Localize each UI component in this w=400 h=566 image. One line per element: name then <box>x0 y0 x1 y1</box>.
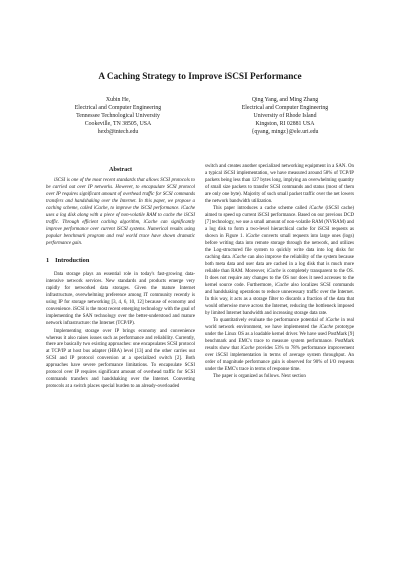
abstract-text: iSCSI is one of the most recent standards that allows SCSI protocols to be carried out over IP networks. However, to encapsulate SCSI protocol over IP requires significant amount of overhead traffic for SCSI commands transfers and handshaking over the Internet. In this paper, we propose a caching scheme, called iCache, to improve the iSCSI performance. iCache uses a log disk along with a piece of non-volatile RAM to cache the iSCSI traffic. Through efficient caching algorithm, iCache can significantly improve performance over current iSCSI systems. Numerical results using popular benchmark program and real world trace have shown dramatic performance gain. <box>46 177 195 246</box>
author-block-2 <box>210 96 360 136</box>
author-email: {qyang, mingz}@ele.uri.edu <box>251 129 319 136</box>
author-name: Qing Yang, and Ming Zhang <box>251 97 319 103</box>
section-title: Introduction <box>55 257 90 265</box>
author-block-1 <box>43 96 193 136</box>
abstract-heading: Abstract <box>108 166 133 173</box>
author-institution: University of Rhode Island <box>253 113 317 120</box>
left-column <box>46 167 195 391</box>
intro-paragraph: The paper is organized as follows. Next section <box>213 374 306 380</box>
author-name: Xubin He, <box>105 97 131 103</box>
author-institution: Tennessee Technological University <box>76 113 160 120</box>
paper-title: A Caching Strategy to Improve iSCSI Performance <box>98 72 302 82</box>
author-address: Kingston, RI 02881 USA <box>255 121 315 128</box>
intro-paragraph: Implementing storage over IP brings economy and convenience whereas it also raises issues such as performance and reliability. Currently, there are basically two existing approaches: one encapsulates SCSI protocol at TCP/IP at host bus adapter (HBA) level [13] and the other carries out SCSI and IP protocol conversion at a specialized switch [2]. Both approaches have severe performance limitations. To encapsulate SCSI protocol over IP requires significant amount of overhead traffic for SCSI commands transfers and handshaking over the Internet. Converting protocols at a switch places special burden to an already-overloaded <box>46 328 195 390</box>
section-heading-introduction <box>46 258 195 265</box>
author-address: Cookeville, TN 38505, USA <box>84 121 152 128</box>
author-email: hexb@tntech.edu <box>97 129 139 136</box>
intro-paragraph: To quantitatively evaluate the performance potential of iCache in real world network environment, we have implemented the iCache prototype under the Linux OS as a loadable kernel driver. We have used PostMark [9] benchmark and EMC's trace to measure system performance. PostMark results show that iCache provides 53% to 78% performance improvement over iSCSI implementation in terms of average system throughput. An order of magnitude performance gain is observed for 90% of I/O requests under the EMC's trace in terms of response time. <box>205 317 354 372</box>
intro-paragraph: switch and creates another specialized networking equipment in a SAN. On a typical iSCSI implementation, we have measured around 58% of TCP/IP packets being less than 127 bytes long, implying an overwhelming quantity of small size packets to transfer SCSI commands and status (most of them are only one byte). Majority of such small packet traffic over the net lowers the network bandwidth utilization. <box>205 164 354 204</box>
author-department: Electrical and Computer Engineering <box>74 105 162 112</box>
right-column <box>205 164 354 381</box>
intro-paragraph: Data storage plays an essential role in today's fast-growing data-intensive network services. New standards and products emerge very rapidly for networked data storages. Given the mature Internet infrastructure, overwhelming preference among IT community recently is using IP for storage networking [3, 4, 6, 10, 12] because of economy and convenience. iSCSI is the most recent emerging technology with the goal of implementing the SAN technology over the better-understood and mature network infrastructure: the Internet (TCP/IP). <box>46 272 195 327</box>
section-number: 1 <box>46 257 50 265</box>
intro-paragraph: This paper introduces a cache scheme called iCache (iSCSI cache) aimed to speed up current iSCSI performance. Based on our previous DCD [7] technology, we use a small amount of non-volatile RAM (NVRAM) and a log disk to form a two-level hierarchical cache for iSCSI requests as shown in Figure 1. iCache converts small requests into large ones (logs) before writing data into remote storage through the network, and utilizes the Log-structured file system to quickly write data into log disks for caching data. iCache can also improve the reliability of the system because both meta data and user data are cached in a log disk that is much more reliable than RAM. Moreover, iCache is completely transparent to the OS. It does not require any changes to the OS nor does it need accesses to the kernel source code. Furthermore, iCache also localizes SCSI commands and handshaking operations to reduce unnecessary traffic over the Internet. In this way, it acts as a storage filter to discards a fraction of the data that would otherwise move across the Internet, reducing the bottleneck imposed by limited Internet bandwidth and increasing storage data rate. <box>205 206 354 316</box>
author-department: Electrical and Computer Engineering <box>241 105 329 112</box>
